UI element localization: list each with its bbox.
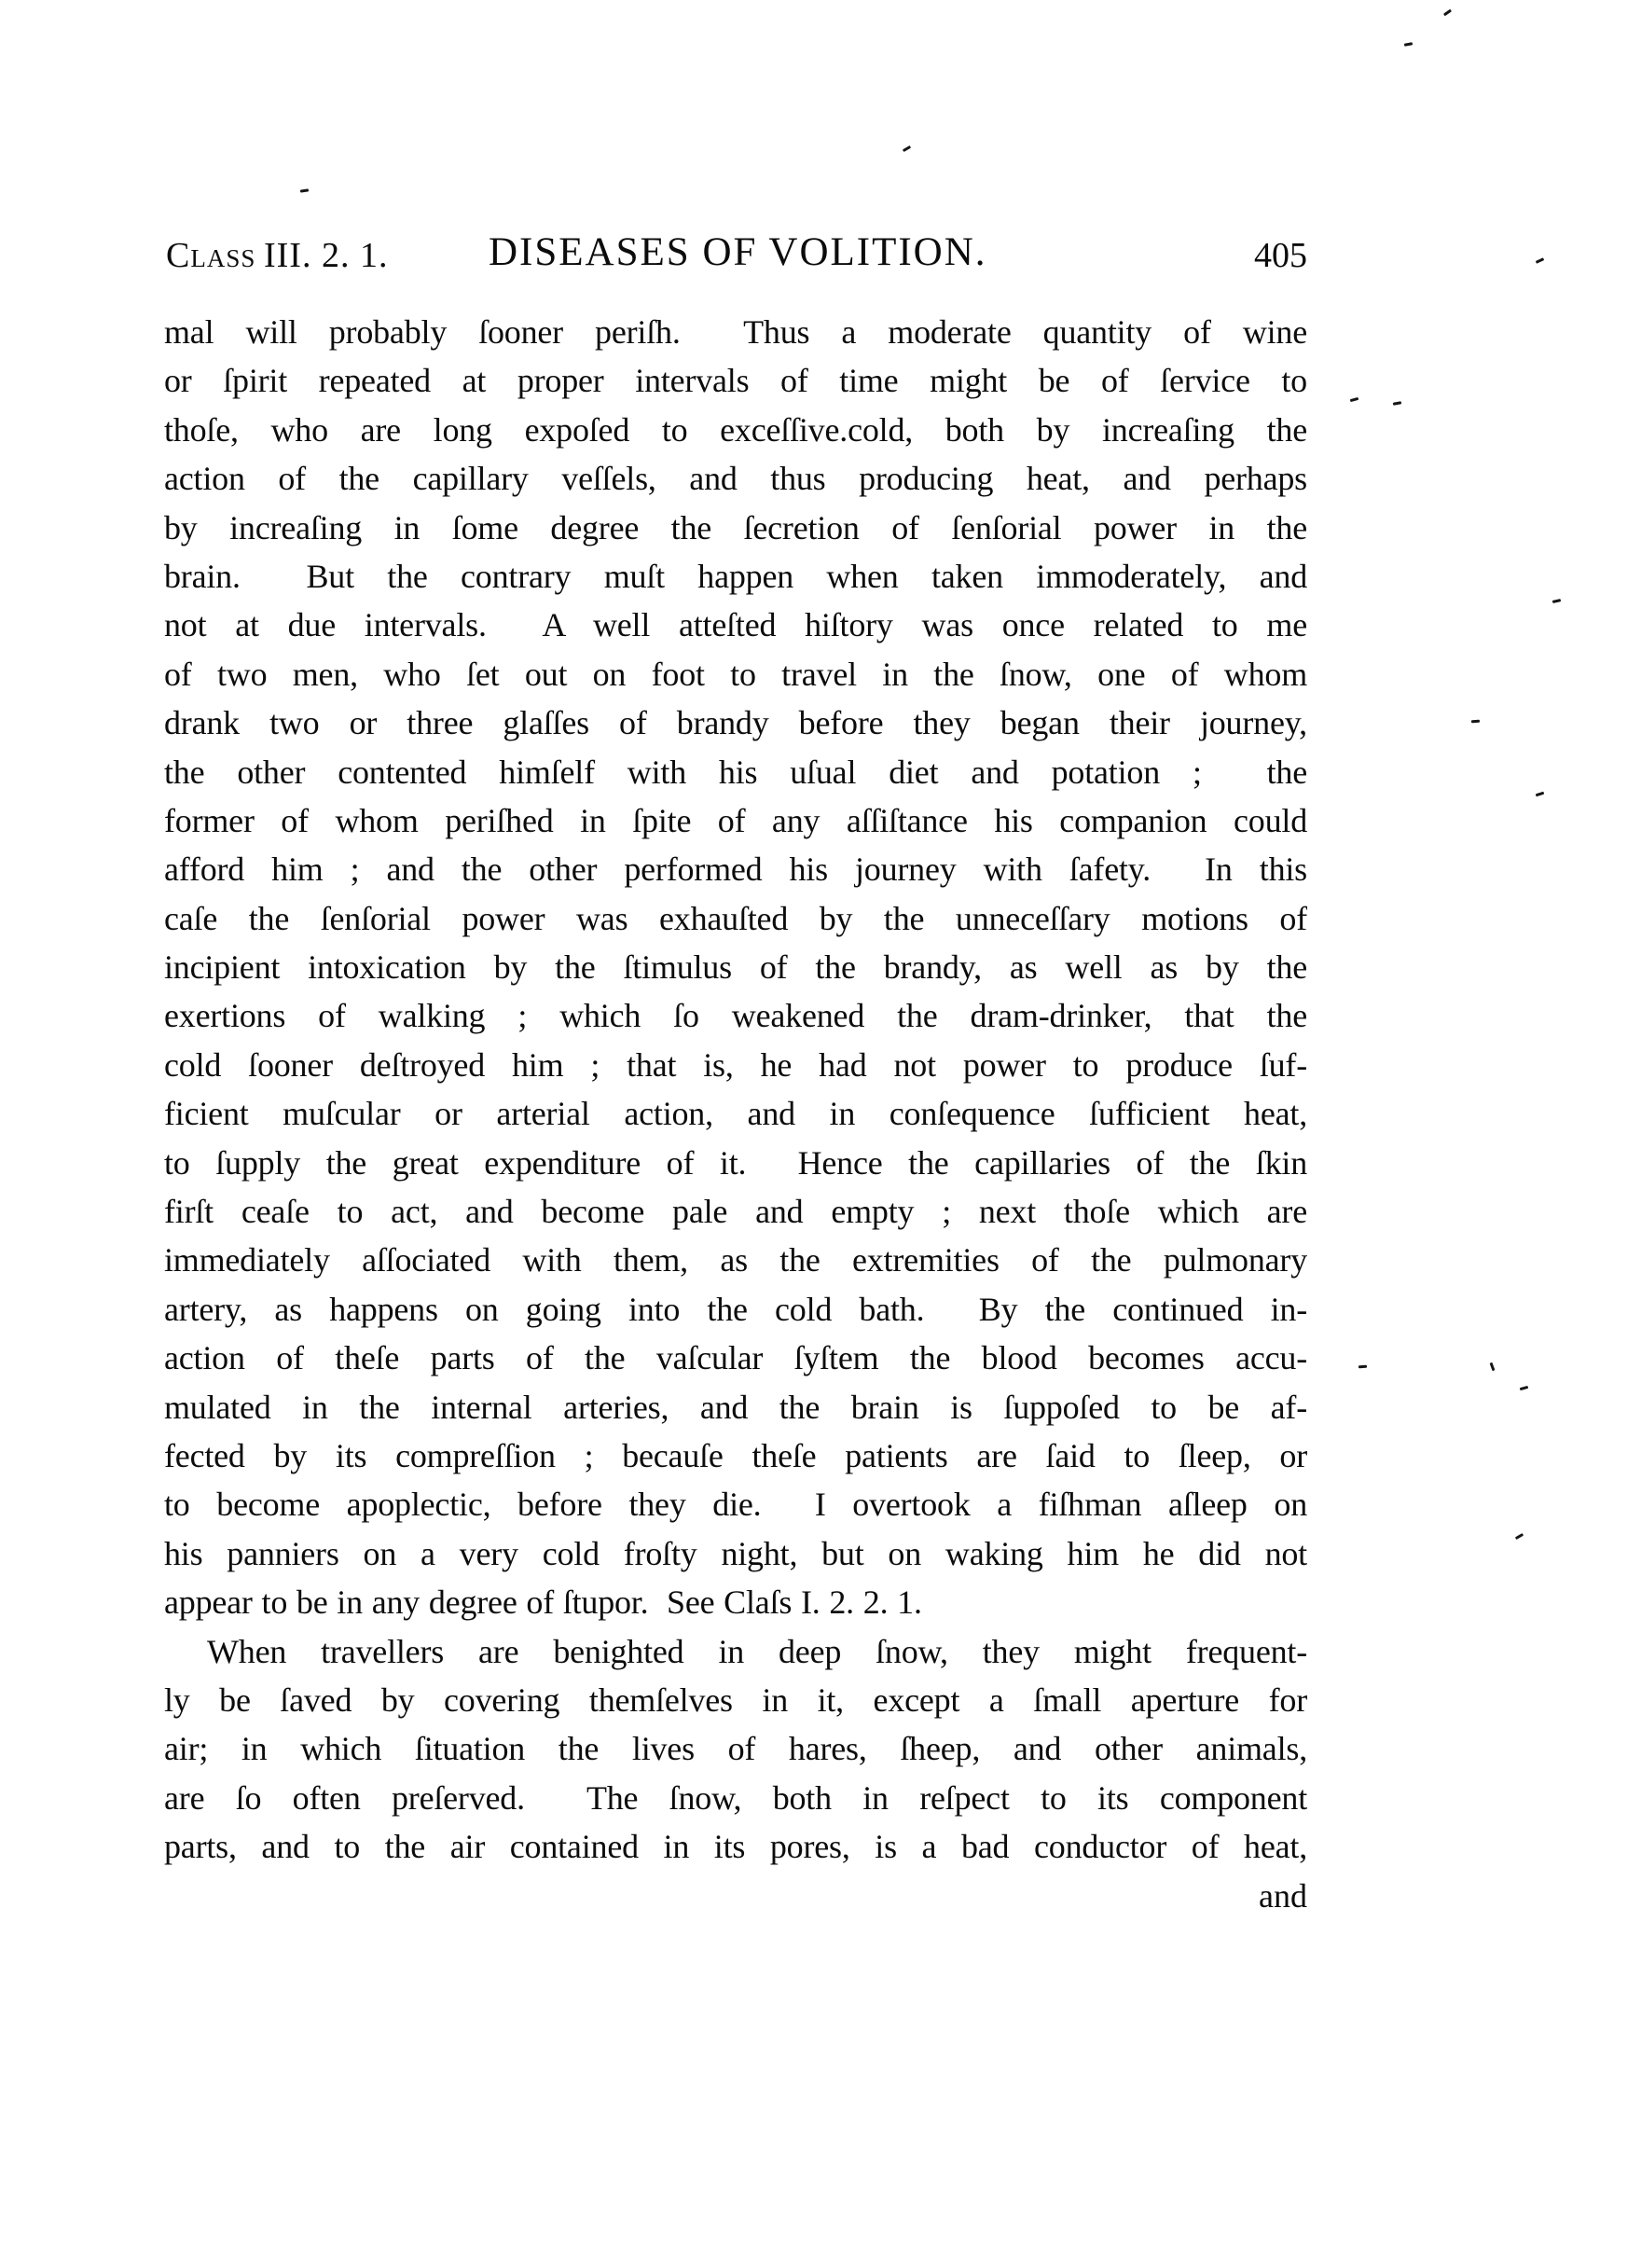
text-line: of two men, who ſet out on foot to travel in the ſnow, one of whom	[164, 655, 1307, 693]
ink-speck	[300, 188, 309, 192]
page-header	[164, 229, 1307, 285]
text-line: cold ſooner deſtroyed him ; that is, he had not power to produce ſuf-	[164, 1045, 1307, 1084]
text-line: incipient intoxication by the ſtimulus of the brandy, as well as by the	[164, 948, 1307, 987]
ink-speck	[1536, 257, 1544, 264]
text-column	[164, 229, 1307, 2001]
text-line: ly be ſaved by covering themſelves in it, except a ſmall aperture for	[164, 1680, 1307, 1719]
catchword-line	[164, 1872, 1307, 1920]
text-line: exertions of walking ; which ſo weakened the dram-drinker, that the	[164, 997, 1307, 1035]
ink-speck	[1490, 1362, 1496, 1371]
ink-speck	[1520, 1386, 1528, 1390]
text-line: mulated in the internal arteries, and the brain is ſuppoſed to be af-	[164, 1388, 1307, 1426]
text-line: or ſpirit repeated at proper intervals of time might be of ſervice to	[164, 362, 1307, 400]
text-line: former of whom periſhed in ſpite of any aſſiſtance his companion could	[164, 801, 1307, 839]
ink-speck	[1404, 42, 1413, 47]
ink-speck	[1393, 401, 1401, 406]
text-line: air; in which ſituation the lives of hares, ſheep, and other animals,	[164, 1730, 1307, 1768]
text-line: the other contented himſelf with his uſual diet and potation ; the	[164, 753, 1307, 791]
text-line: to ſupply the great expenditure of it. Hence the capillaries of the ſkin	[164, 1143, 1307, 1182]
text-line: parts, and to the air contained in its pores, is a bad conductor of heat,	[164, 1828, 1307, 1866]
ink-speck	[1536, 792, 1544, 797]
section-number: III. 2. 1.	[263, 236, 389, 275]
text-line: ficient muſcular or arterial action, and in conſequence ſufficient heat,	[164, 1095, 1307, 1133]
catchword: and	[1259, 1876, 1307, 1915]
text-line: immediately aſſociated with them, as the extremities of the pulmonary	[164, 1241, 1307, 1279]
body-text	[164, 308, 1307, 1920]
text-line: caſe the ſenſorial power was exhauſted by the unneceſſary motions of	[164, 899, 1307, 937]
class-word: Class	[166, 236, 256, 275]
text-line: When travellers are benighted in deep ſnow, they might frequent-	[207, 1632, 1307, 1670]
ink-speck	[903, 145, 911, 152]
page-number: 405	[1254, 236, 1307, 275]
text-line: mal will probably ſooner periſh. Thus a moderate quantity of wine	[164, 313, 1307, 351]
page-title: DISEASES OF VOLITION.	[489, 230, 987, 274]
text-line: afford him ; and the other performed his journey with ſafety. In this	[164, 850, 1307, 889]
ink-speck	[1552, 599, 1561, 603]
text-line: are ſo often preſerved. The ſnow, both in reſpect to its component	[164, 1778, 1307, 1817]
body-lines	[164, 308, 1307, 1872]
text-line: firſt ceaſe to act, and become pale and empty ; next thoſe which are	[164, 1193, 1307, 1231]
ink-speck	[1350, 397, 1358, 402]
text-line: fected by its compreſſion ; becauſe theſe patients are ſaid to ſleep, or	[164, 1436, 1307, 1474]
ink-speck	[1515, 1533, 1524, 1540]
text-line: brain. But the contrary muſt happen when taken immoderately, and	[164, 557, 1307, 595]
text-line: action of theſe parts of the vaſcular ſyſtem the blood becomes accu-	[164, 1339, 1307, 1377]
ink-speck	[1471, 720, 1480, 724]
text-line: thoſe, who are long expoſed to exceſſive.cold, both by increaſing the	[164, 410, 1307, 449]
text-line: drank two or three glaſſes of brandy before they began their journey,	[164, 704, 1307, 742]
text-line: artery, as happens on going into the cold bath. By the continued in-	[164, 1290, 1307, 1328]
section-label	[166, 235, 388, 276]
text-line: appear to be in any degree of ſtupor. See Claſs I. 2. 2. 1.	[164, 1583, 922, 1622]
text-line: action of the capillary veſſels, and thus producing heat, and perhaps	[164, 460, 1307, 498]
text-line: not at due intervals. A well atteſted hiſtory was once related to me	[164, 606, 1307, 644]
text-line: by increaſing in ſome degree the ſecretion of ſenſorial power in the	[164, 508, 1307, 546]
text-line: his panniers on a very cold froſty night, but on waking him he did not	[164, 1534, 1307, 1572]
ink-speck	[1358, 1365, 1367, 1369]
text-line: to become apoplectic, before they die. I overtook a fiſhman aſleep on	[164, 1486, 1307, 1524]
ink-speck	[1443, 9, 1452, 17]
